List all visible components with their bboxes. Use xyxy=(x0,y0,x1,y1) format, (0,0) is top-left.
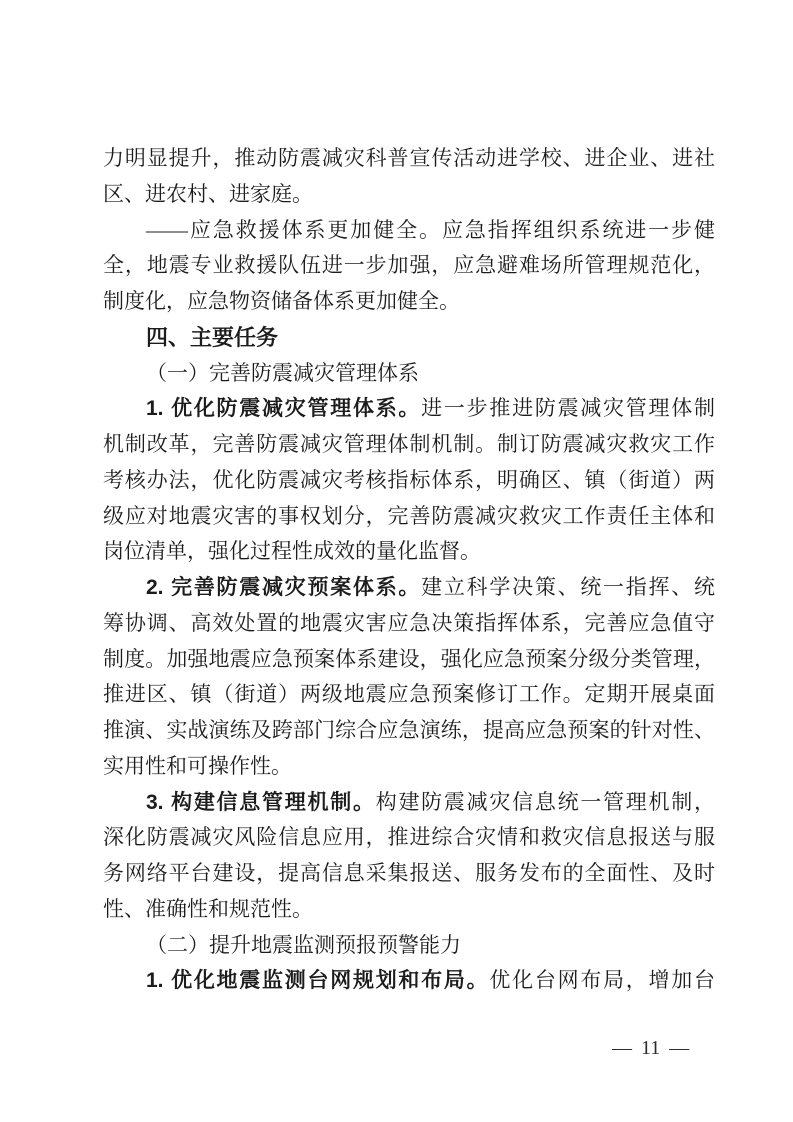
task-2-line-1-text: 建立科学决策、统一指挥、统 xyxy=(421,575,715,599)
task-3-line-3 xyxy=(103,856,715,892)
task-2-line-3 xyxy=(103,642,715,678)
dash-item-lead: ——应急救援体系更加健全。 xyxy=(146,217,442,242)
dash-item-line-3-text: 制度化，应急物资储备体系更加健全。 xyxy=(103,289,460,313)
task-2-line-4-text: 推进区、镇（街道）两级地震应急预案修订工作。定期开展桌面 xyxy=(103,682,715,707)
subsection-heading-2-text: （二）提升地震监测预报预警能力 xyxy=(146,932,461,957)
task-2-line-6-text: 实用性和可操作性。 xyxy=(103,753,292,778)
dash-item-line-3 xyxy=(103,284,715,320)
document-body xyxy=(103,141,715,999)
task-1-line-2-text: 机制改革，完善防震减灾管理体制机制。制订防震减灾救灾工作 xyxy=(103,432,715,456)
task-2-line-3-text: 制度。加强地震应急预案体系建设，强化应急预案分级分类管理， xyxy=(103,646,715,671)
task-1-line-2 xyxy=(103,427,715,463)
task-1-line-3-text: 考核办法，优化防震减灾考核指标体系，明确区、镇（街道）两 xyxy=(103,467,715,492)
task-4-line-1-text: 优化台网布局，增加台 xyxy=(489,968,715,993)
task-2-line-2 xyxy=(103,606,715,642)
task-2-line-4 xyxy=(103,677,715,713)
task-4-line-1 xyxy=(103,963,715,999)
section-heading-text: 四、主要任务 xyxy=(146,324,279,350)
task-3-line-3-text: 务网络平台建设，提高信息采集报送、服务发布的全面性、及时 xyxy=(103,861,715,885)
task-1-run-in-heading: 1. 优化防震减灾管理体系。 xyxy=(146,397,422,421)
section-heading xyxy=(103,320,715,356)
task-3-line-4-text: 性、准确性和规范性。 xyxy=(103,896,313,921)
task-2-run-in-heading: 2. 完善防震减灾预案体系。 xyxy=(146,576,422,599)
task-1-line-1-text: 进一步推进防震减灾管理体制 xyxy=(421,396,715,421)
page-number-dash-left: — xyxy=(612,1037,632,1059)
dash-item-line-1-text: 应急指挥组织系统进一步健 xyxy=(441,217,716,242)
task-1-line-1 xyxy=(103,391,715,427)
task-1-line-4 xyxy=(103,499,715,535)
task-1-line-5 xyxy=(103,534,715,570)
task-2-line-5 xyxy=(103,713,715,749)
body-line-2-text: 区、进农村、进家庭。 xyxy=(103,181,313,206)
page-number-dash-right: — xyxy=(669,1037,690,1059)
task-2-line-6 xyxy=(103,749,715,785)
page-footer xyxy=(612,1037,689,1060)
body-line-1-text: 力明显提升，推动防震减灾科普宣传活动进学校、进企业、进社 xyxy=(103,146,715,170)
task-1-line-5-text: 岗位清单，强化过程性成效的量化监督。 xyxy=(103,539,481,564)
task-3-line-2-text: 深化防震减灾风险信息应用，推进综合灾情和救灾信息报送与服 xyxy=(103,825,715,850)
task-2-line-2-text: 筹协调、高效处置的地震灾害应急决策指挥体系，完善应急值守 xyxy=(103,610,715,635)
task-2-line-1 xyxy=(103,570,715,606)
body-line-2 xyxy=(103,177,715,213)
task-4-run-in-heading: 1. 优化地震监测台网规划和布局。 xyxy=(146,969,490,993)
task-3-run-in-heading: 3. 构建信息管理机制。 xyxy=(146,790,376,814)
task-1-line-4-text: 级应对地震灾害的事权划分，完善防震减灾救灾工作责任主体和 xyxy=(103,503,715,528)
dash-item-line-1 xyxy=(103,213,715,249)
dash-item-line-2-text: 全，地震专业救援队伍进一步加强，应急避难场所管理规范化， xyxy=(103,253,715,278)
task-3-line-2 xyxy=(103,820,715,856)
body-line-1 xyxy=(103,141,715,177)
subsection-heading-1-text: （一）完善防震减灾管理体系 xyxy=(146,360,419,385)
task-1-line-3 xyxy=(103,463,715,499)
subsection-heading-2 xyxy=(103,928,715,964)
dash-item-line-2 xyxy=(103,248,715,284)
task-3-line-1-text: 构建防震减灾信息统一管理机制， xyxy=(375,789,715,814)
subsection-heading-1 xyxy=(103,356,715,392)
task-2-line-5-text: 推演、实战演练及跨部门综合应急演练，提高应急预案的针对性、 xyxy=(103,718,715,742)
page-number: 11 xyxy=(641,1037,661,1059)
task-3-line-4 xyxy=(103,892,715,928)
task-3-line-1 xyxy=(103,785,715,821)
